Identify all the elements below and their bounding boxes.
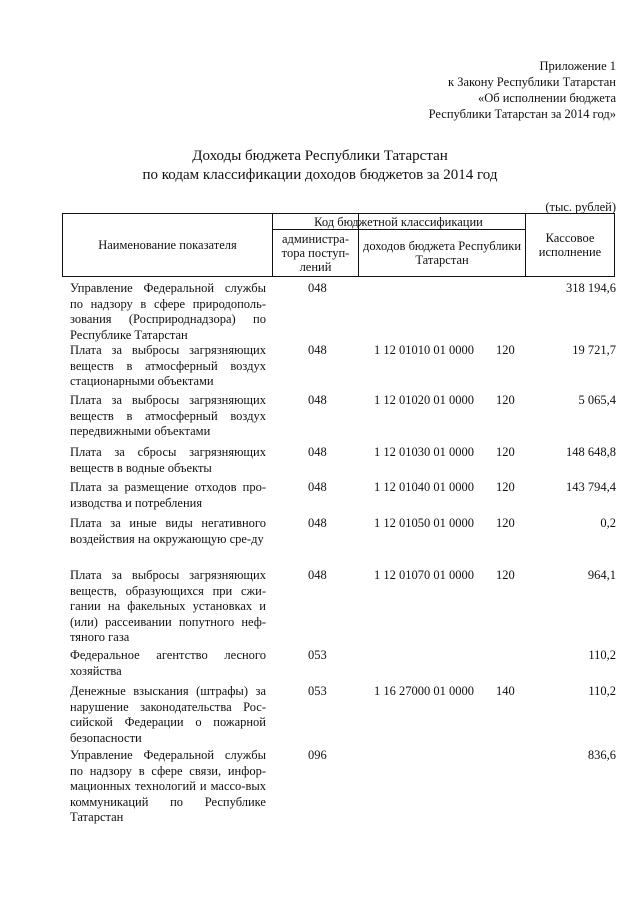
row-subcode: 120 <box>496 445 515 459</box>
row-amount: 143 794,4 <box>566 480 616 494</box>
row-income-code: 1 12 01010 01 0000 <box>374 343 474 357</box>
row-amount: 110,2 <box>588 648 616 662</box>
row-name: Управление Федеральной службы по надзору в сфере природополь-зования (Росприроднадзора) по Республике Татарстан <box>70 281 266 342</box>
units-note: (тыс. рублей) <box>545 200 616 214</box>
row-name: Плата за размещение отходов про-изводства и потребления <box>70 480 266 510</box>
header-income: доходов бюджета Республики Татарстан <box>362 239 522 267</box>
header-name: Наименование показателя <box>98 238 237 252</box>
row-income-code: 1 12 01030 01 0000 <box>374 445 474 459</box>
row-admin-code: 048 <box>308 343 327 357</box>
header-code-group: Код бюджетной классификации <box>314 214 483 229</box>
row-income-code: 1 12 01050 01 0000 <box>374 516 474 530</box>
header-execution: Кассовое исполнение <box>538 231 602 259</box>
row-subcode: 120 <box>496 568 515 582</box>
row-name: Плата за выбросы загрязняющих веществ в атмосферный воздух передвижными объектами <box>70 393 266 438</box>
row-amount: 318 194,6 <box>566 281 616 295</box>
row-amount: 148 648,8 <box>566 445 616 459</box>
row-subcode: 120 <box>496 516 515 530</box>
row-name: Плата за выбросы загрязняющих веществ, образующихся при сжи-гании на факельных установках и (или) рассеивании попутного неф-тяного газа <box>70 568 266 644</box>
title-line-1: Доходы бюджета Республики Татарстан <box>192 148 448 164</box>
row-subcode: 120 <box>496 393 515 407</box>
row-name: Управление Федеральной службы по надзору в сфере связи, инфор-мационных технологий и массо-вых коммуникаций по Республике Татарстан <box>70 748 266 824</box>
row-income-code: 1 16 27000 01 0000 <box>374 684 474 698</box>
row-name: Федеральное агентство лесного хозяйства <box>70 648 266 678</box>
row-name: Денежные взыскания (штрафы) за нарушение законодательства Рос-сийской Федерации о пожарной безопасности <box>70 684 266 745</box>
appendix-line-1: Приложение 1 <box>539 59 616 73</box>
row-admin-code: 096 <box>308 748 327 762</box>
row-name: Плата за сбросы загрязняющих веществ в водные объекты <box>70 445 266 475</box>
title-line-2: по кодам классификации доходов бюджетов за 2014 год <box>142 167 498 183</box>
row-admin-code: 048 <box>308 480 327 494</box>
row-subcode: 120 <box>496 343 515 357</box>
row-admin-code: 048 <box>308 281 327 295</box>
row-admin-code: 048 <box>308 516 327 530</box>
row-name: Плата за выбросы загрязняющих веществ в атмосферный воздух стационарными объектами <box>70 343 266 388</box>
row-amount: 19 721,7 <box>572 343 616 357</box>
row-amount: 5 065,4 <box>578 393 616 407</box>
row-subcode: 120 <box>496 480 515 494</box>
row-income-code: 1 12 01020 01 0000 <box>374 393 474 407</box>
appendix-line-2: к Закону Республики Татарстан <box>448 75 616 89</box>
row-admin-code: 053 <box>308 684 327 698</box>
row-income-code: 1 12 01040 01 0000 <box>374 480 474 494</box>
appendix-note <box>429 58 616 122</box>
header-admin: администра-тора поступ-лений <box>281 232 350 274</box>
row-amount: 964,1 <box>587 568 616 582</box>
row-admin-code: 048 <box>308 445 327 459</box>
row-amount: 110,2 <box>588 684 616 698</box>
row-amount: 836,6 <box>587 748 616 762</box>
table-header <box>62 213 615 277</box>
row-admin-code: 053 <box>308 648 327 662</box>
appendix-line-3: «Об исполнении бюджета <box>477 91 616 105</box>
row-income-code: 1 12 01070 01 0000 <box>374 568 474 582</box>
document-title <box>0 147 640 185</box>
row-admin-code: 048 <box>308 393 327 407</box>
row-amount: 0,2 <box>600 516 616 530</box>
row-admin-code: 048 <box>308 568 327 582</box>
row-subcode: 140 <box>496 684 515 698</box>
appendix-line-4: Республики Татарстан за 2014 год» <box>428 107 616 121</box>
row-name: Плата за иные виды негативного воздействия на окружающую сре-ду <box>70 516 266 546</box>
